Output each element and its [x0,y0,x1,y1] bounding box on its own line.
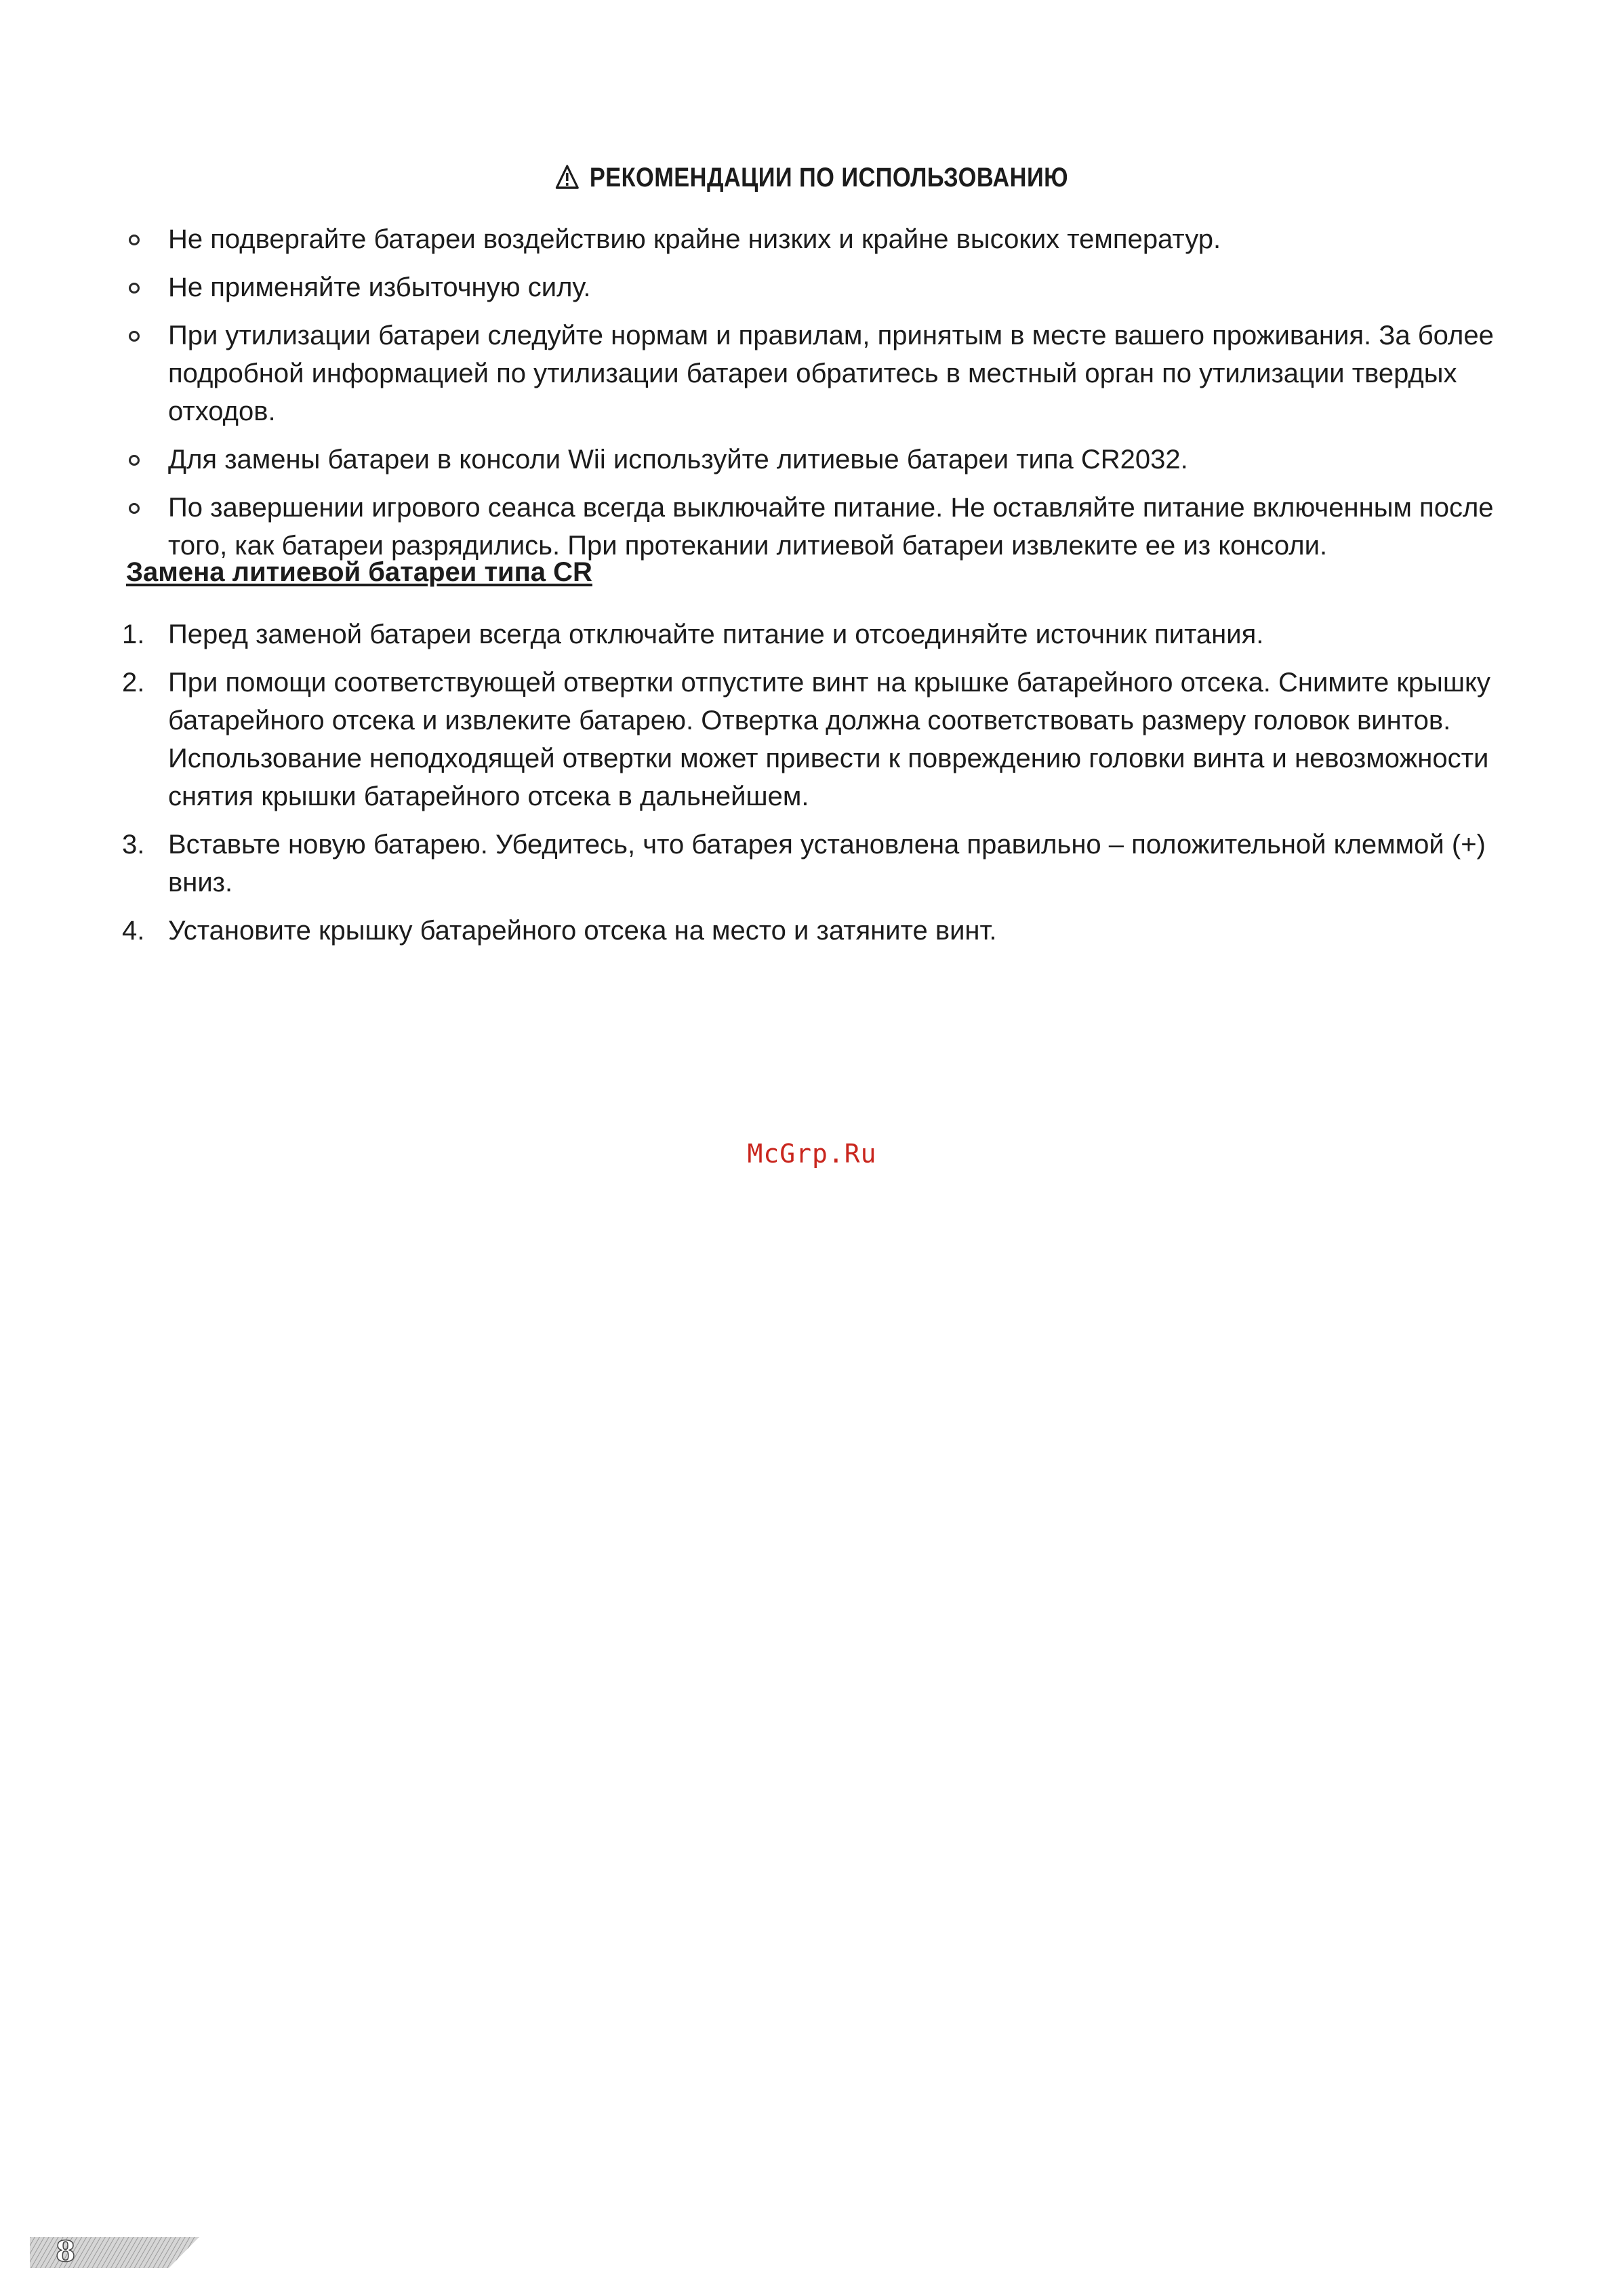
step-number: 2. [122,668,145,698]
list-item [126,489,1539,565]
step-number: 1. [122,620,145,649]
list-item-text: Не применяйте избыточную силу. [168,272,591,302]
bullet-icon [129,503,140,514]
list-item-text: Не подвергайте батареи воздействию крайне низких и крайне высоких температур. [168,224,1221,254]
step-item [122,912,1539,950]
battery-replacement-subheading: Замена литиевой батареи типа CR [126,557,592,587]
list-item [126,220,1539,258]
list-item-text: Для замены батареи в консоли Wii используйте литиевые батареи типа CR2032. [168,445,1188,474]
usage-recommendations-list [126,220,1539,575]
step-text: Вставьте новую батарею. Убедитесь, что батарея установлена правильно – положительной клеммой (+) вниз. [168,830,1486,897]
list-item [126,268,1539,306]
bullet-icon [129,283,140,294]
bullet-icon [129,331,140,342]
list-item [126,441,1539,479]
list-item [126,317,1539,430]
step-text: Установите крышку батарейного отсека на место и затяните винт. [168,916,997,946]
page-number: 8 [56,2235,76,2268]
bullet-icon [129,235,140,245]
step-number: 3. [122,830,145,860]
step-text: Перед заменой батареи всегда отключайте питание и отсоединяйте источник питания. [168,620,1264,649]
step-item [122,826,1539,902]
watermark: McGrp.Ru [747,1139,877,1169]
list-item-text: При утилизации батареи следуйте нормам и правилам, принятым в месте вашего проживания. За более подробной информацией по утилизации батареи обратитесь в местный орган по утилизации твердых отходов. [168,321,1494,426]
section-heading [114,163,1511,196]
step-item [122,615,1539,653]
bullet-icon [129,455,140,466]
step-number: 4. [122,916,145,946]
list-item-text: По завершении игрового сеанса всегда выключайте питание. Не оставляйте питание включенным после того, как батареи разрядились. При протекании литиевой батареи извлеките ее из консоли. [168,493,1494,561]
section-heading-text: РЕКОМЕНДАЦИИ ПО ИСПОЛЬЗОВАНИЮ [589,163,1069,193]
warning-triangle-icon [556,165,579,196]
step-text: При помощи соответствующей отвертки отпустите винт на крышке батарейного отсека. Снимите крышку батарейного отсека и извлеките батарею. Отвертка должна соответствовать размеру головок винтов. Использование неподходящей отвертки может привести к повреждению головки винта и невозможности снятия крышки батарейного отсека в дальнейшем. [168,668,1490,811]
step-item [122,664,1539,815]
battery-replacement-steps [122,615,1539,960]
